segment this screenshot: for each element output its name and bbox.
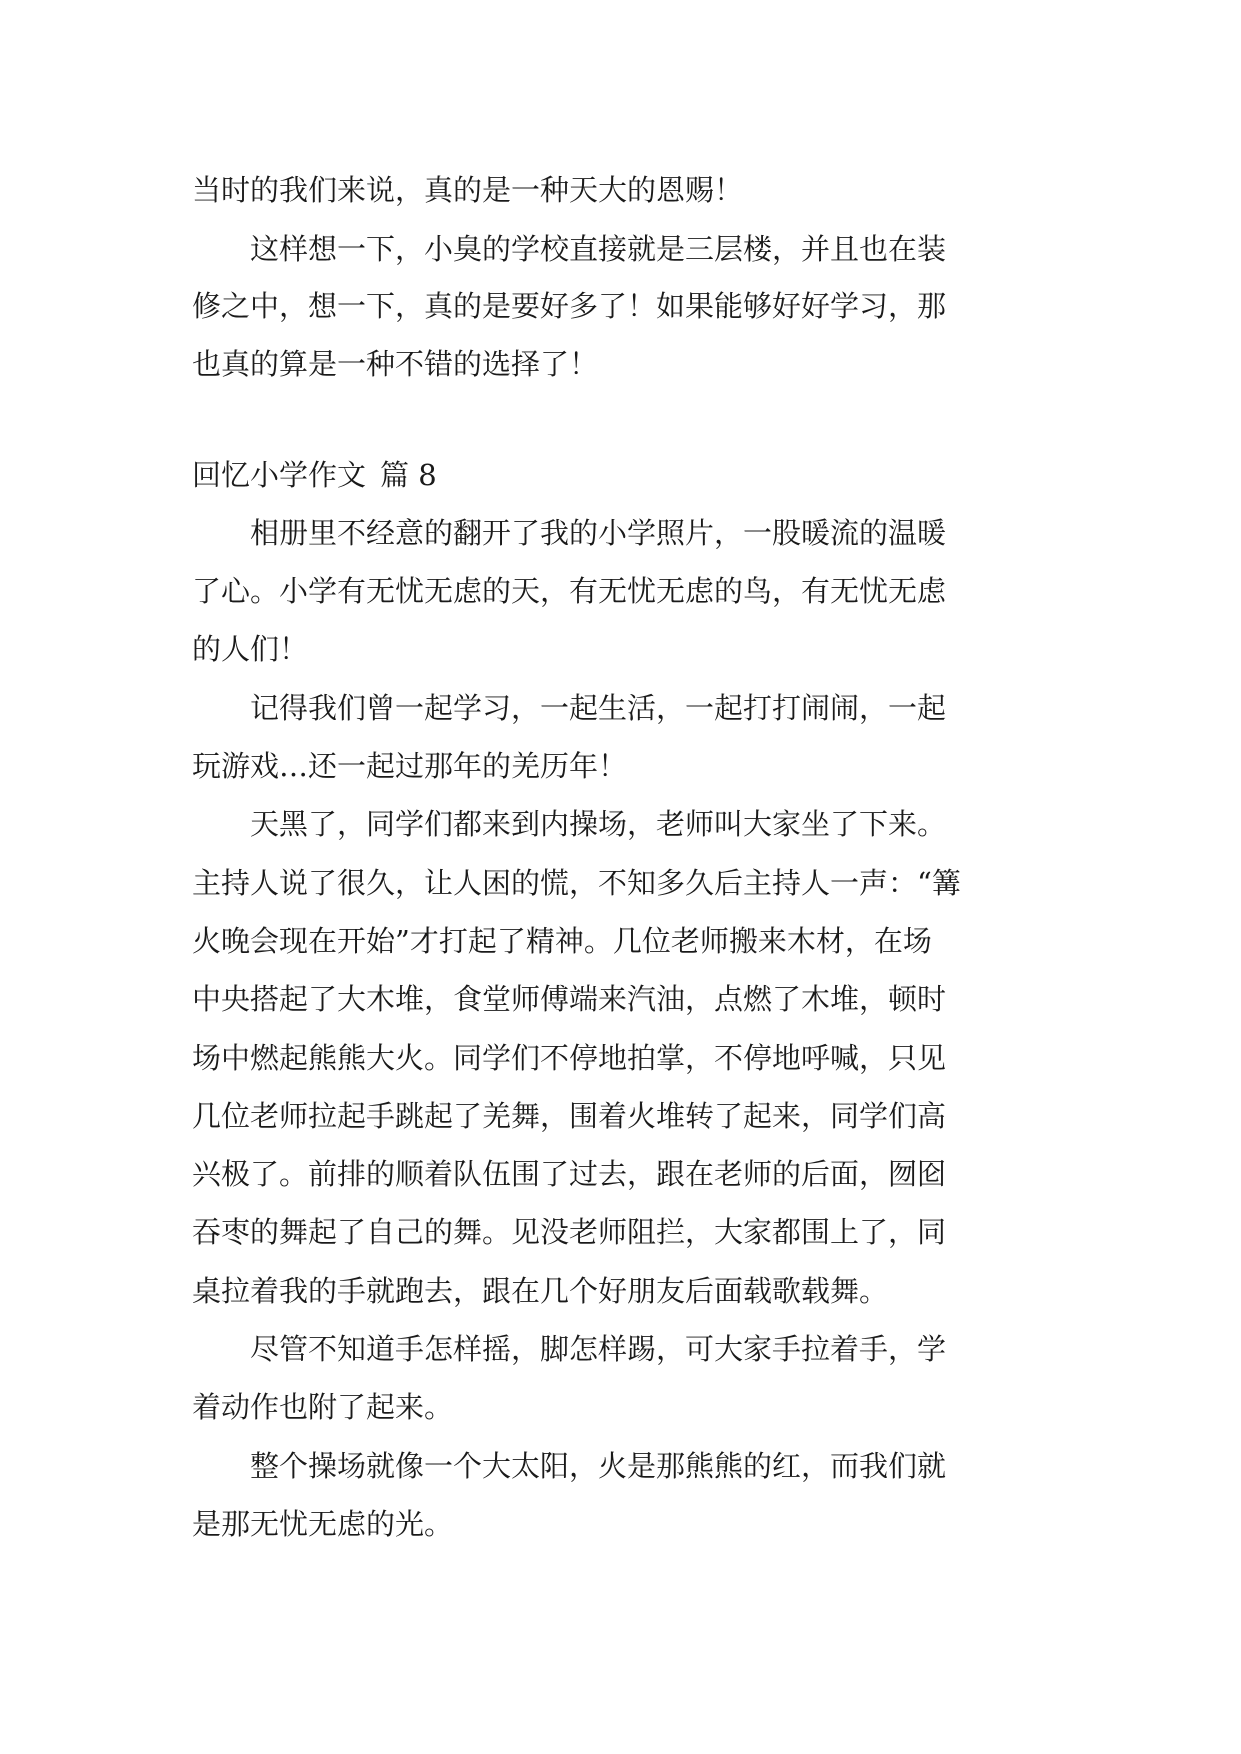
text-line: 兴极了。前排的顺着队伍围了过去，跟在老师的后面，囫囵 [192, 1157, 947, 1191]
text-line: 天黑了，同学们都来到内操场，老师叫大家坐了下来。 [250, 807, 947, 841]
section-title: 回忆小学作文 [192, 458, 367, 492]
text-line: 是那无忧无虑的光。 [192, 1507, 454, 1541]
text-line: 吞枣的舞起了自己的舞。见没老师阻拦，大家都围上了，同 [192, 1215, 947, 1249]
text-line: 修之中，想一下，真的是要好多了！如果能够好好学习，那 [192, 289, 947, 323]
text-line: 了心。小学有无忧无虑的天，有无忧无虑的鸟，有无忧无虑 [192, 574, 947, 608]
section-part: 篇 8 [380, 458, 437, 492]
text-line: 这样想一下，小臭的学校直接就是三层楼，并且也在装 [250, 232, 947, 266]
text-line: 着动作也附了起来。 [192, 1390, 454, 1424]
section-heading [192, 457, 437, 493]
text-line: 也真的算是一种不错的选择了！ [192, 347, 599, 381]
text-line: 尽管不知道手怎样摇，脚怎样踢，可大家手拉着手，学 [250, 1332, 947, 1366]
text-line: 整个操场就像一个大太阳，火是那熊熊的红，而我们就 [250, 1449, 947, 1483]
text-line: 当时的我们来说，真的是一种天大的恩赐！ [192, 173, 744, 207]
text-line: 中央搭起了大木堆，食堂师傅端来汽油，点燃了木堆，顿时 [192, 982, 947, 1016]
text-line: 玩游戏…还一起过那年的羌历年！ [192, 749, 628, 783]
text-line: 主持人说了很久，让人困的慌，不知多久后主持人一声：“篝 [192, 866, 961, 900]
text-line: 场中燃起熊熊大火。同学们不停地拍掌，不停地呼喊，只见 [192, 1041, 947, 1075]
text-line: 记得我们曾一起学习，一起生活，一起打打闹闹，一起 [250, 691, 947, 725]
text-line: 桌拉着我的手就跑去，跟在几个好朋友后面载歌载舞。 [192, 1274, 889, 1308]
text-line: 的人们！ [192, 632, 309, 666]
text-line: 相册里不经意的翻开了我的小学照片，一股暖流的温暖 [250, 516, 947, 550]
text-line: 火晚会现在开始”才打起了精神。几位老师搬来木材，在场 [192, 924, 932, 958]
text-line: 几位老师拉起手跳起了羌舞，围着火堆转了起来，同学们高 [192, 1099, 947, 1133]
